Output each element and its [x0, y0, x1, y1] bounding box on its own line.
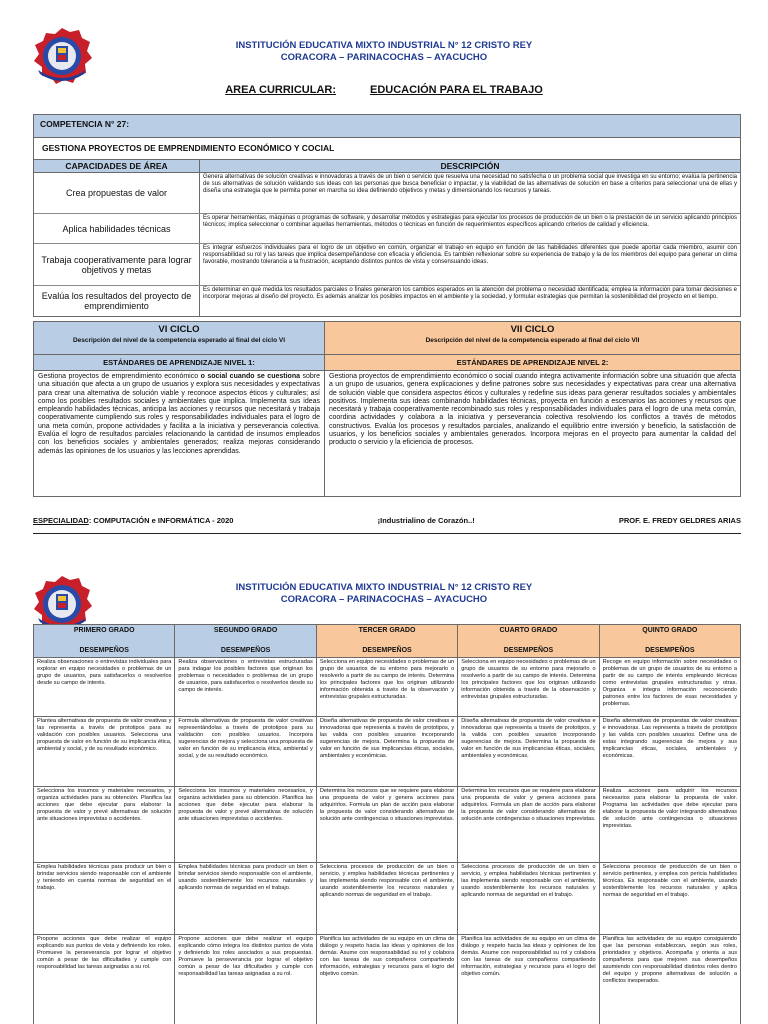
capacidad-row — [34, 173, 740, 214]
competencia-title: GESTIONA PROYECTOS DE EMPRENDIMIENTO ECONÓMICO Y COCIAL — [34, 138, 740, 160]
desempenos-label: DESEMPEÑOS — [220, 647, 271, 654]
institution-location: CORACORA – PARINACOCHAS – AYACUCHO — [280, 52, 488, 63]
desempeno-cell: Diseña alternativas de propuestas de valor creativas e innovadoras. Las representa a través de prototipos y las valida con posibles usuarios. Define una de estas integrando sugerencias de mejora y sus implicancias éticas, sociales, ambientales y económicas. — [602, 718, 738, 759]
grade-header — [458, 625, 599, 657]
desempeno-cell: Emplea habilidades técnicas para producir un bien o brindar servicios siendo responsable con el ambiente y teniendo en cuenta normas de seguridad en el trabajo. — [34, 863, 175, 934]
capacidad-description: Es operar herramientas, máquinas o programas de software, y desarrollar métodos y estrategias para ejecutar los procesos de producción de un bien o la prestación de un servicio aplicando principios técnicos; implica seleccionar o combinar aquellas herramientas, métodos o técnicas en función de requerimientos específicos aplicando criterios de calidad y eficiencia. — [203, 215, 737, 229]
desempenos-label: DESEMPEÑOS — [645, 647, 695, 654]
estandar-text — [34, 371, 324, 496]
ciclo-title: VI CICLO — [158, 324, 200, 335]
institution-header — [0, 582, 768, 606]
desempeno-cell: Selecciona en equipo necesidades o problemas de un grupo de usuarios de su entorno para mejorarlo o resolverlo a partir de su campo de interés. Determina los principales factores que los originan utilizando información obtenida a través de la observación y entrevistas grupales estructuradas. — [317, 658, 458, 716]
institution-location: CORACORA – PARINACOCHAS – AYACUCHO — [280, 594, 488, 605]
lema: ¡Industrialino de Corazón..! — [377, 516, 475, 525]
competencia-column-headers — [34, 160, 740, 173]
ciclo-subtitle: Descripción del nivel de la competencia esperado al final del ciclo VI — [72, 337, 286, 344]
profesor: PROF. E. FREDY GELDRES ARIAS — [618, 516, 741, 525]
estandar-header: ESTÁNDARES DE APRENDIZAJE NIVEL 1: — [34, 355, 324, 371]
especialidad — [33, 516, 233, 525]
capacidad-name: Aplica habilidades técnicas — [34, 214, 200, 243]
desempeno-cell: Emplea habilidades técnicas para producir un bien o brindar servicios siendo responsable con el ambiente, usando sosteniblemente los recursos naturales y aplicando normas de seguridad en el trabajo. — [175, 863, 316, 934]
document-page-2 — [0, 560, 768, 1024]
desempenos-label: DESEMPEÑOS — [362, 647, 412, 654]
desempeno-cell: Selecciona los insumos y materiales necesarios, y organiza actividades para su obtención. Planifica las acciones que debe ejecutar para elaborar la propuesta de valor y prevé alternativas de solución ante situaciones imprevistas o accidentes. — [175, 787, 316, 862]
estandar-text-start: Gestiona proyectos de emprendimiento económico — [38, 373, 201, 380]
desempeno-cell: Recoge en equipo información sobre necesidades o problemas de un grupo de usuarios de su entorno a partir de su campo de interés empleando técnicas como entrevistas grupales estructuradas y otras. Organiza e integra información reconociendo patrones entre los factores de esas necesidades y problemas. — [602, 659, 738, 707]
estandar-text-bold: o social cuando se cuestiona — [200, 373, 300, 380]
competencia-number: COMPETENCIA N° 27: — [34, 115, 740, 138]
capacidad-description: Es determinar en qué medida los resultados parciales o finales generaron los cambios esperados en la atención del problema o necesidad identificada; emplea la información para tomar decisiones e incorporar mejoras al diseño del proyecto. Es además analizar los posibles impactos en el ambiente y la sociedad, y formular estrategias que permitan la sostenibilidad del proyecto en el tiempo. — [203, 287, 737, 301]
desempeno-cell: Selecciona en equipo necesidades o problemas de un grupo de usuarios de su entorno para mejorarlo o resolverlo a partir de su campo de interés. Determina los principales factores que los originan utilizando información obtenida a través de la observación y entrevistas grupales estructuradas. — [458, 658, 599, 716]
desempeno-cell: Planifica las actividades de su equipo en un clima de diálogo y respeto hacia las ideas y opiniones de los demás. Asume con responsabilidad su rol y colabora con las tareas de sus compañeros compartiendo información, estrategias y recursos para el logro del objetivo común. — [317, 935, 458, 1024]
grade-header — [600, 625, 740, 657]
ciclo-vi-column — [34, 322, 324, 496]
ciclo-subtitle: Descripción del nivel de la competencia esperado al final del ciclo VII — [425, 337, 640, 344]
capacidad-name: Trabaja cooperativamente para lograr objetivos y metas — [34, 244, 200, 285]
capacidad-description: Genera alternativas de solución creativas e innovadoras a través de un bien o servicio que resuelva una necesidad no satisfecha o un problema social que investiga en su entorno; evalúa la pertinencia de sus alternativas de solución validando sus ideas con las personas que busca beneficiar o impactar, y la viabilidad de las alternativas de solución en base a criterios para seleccionar una de ellas y diseña una estrategia que le permita poner en marcha su idea definiendo objetivos y metas y dimensionando los recursos y tareas. — [203, 174, 737, 195]
estandar-text-end: sobre una situación que afecta a un grupo de usuarios y explora sus necesidades y expectativas para crear una alternativa de solución viable y reconoce aspectos éticos y culturales; así como los posibles resultados sociales y ambientales que implica. Implementa sus ideas empleando habilidades técnicas, anticipa las acciones y recursos que necesitará y trabaja cooperativamente cumpliendo sus roles y responsabilidades individuales para el logro de una meta común, propone actividades y facilita a la iniciativa y perseverancia colectiva. Evalúa el logro de resultados parciales relacionando la cantidad de insumos empleados con los beneficios sociales y ambientales generados; realiza mejoras considerando además las opiniones de los usuarios y las lecciones aprendidas. — [38, 373, 320, 455]
grade-name: PRIMERO GRADO — [73, 627, 135, 634]
desempeno-cell: Selecciona procesos de producción de un bien o servicio pertinentes, y emplea con pericia habilidades técnicas. Es responsable con el ambiente, usando sosteniblemente los recursos naturales y aplica normas de seguridad en el trabajo. — [602, 864, 738, 898]
desempeno-cell: Propone acciones que debe realizar el equipo explicando sus puntos de vista y definiendo los roles. Promueve la perseverancia por lograr el objetivo común a pesar de las dificultades y cumple con responsabilidad las tareas asignadas a su rol. — [34, 935, 175, 1024]
desempenos-label: DESEMPEÑOS — [503, 647, 554, 654]
desempeno-row — [34, 863, 740, 935]
desempeno-row — [34, 935, 740, 1024]
grades-table — [33, 624, 741, 1024]
desempeno-cell: Realiza observaciones o entrevistas individuales para explorar en equipo necesidades o problemas de un grupo de usuarios, para satisfacerlos o resolverlos desde su campo de interés. — [34, 658, 175, 716]
institution-header — [0, 40, 768, 64]
desempeno-cell: Determina los recursos que se requiere para elaborar una propuesta de valor y genera acciones para adquirirlos. Formula un plan de acción para elaborar la propuesta de valor considerando alternativas de solución ante contingencias o situaciones imprevistas. — [317, 787, 458, 862]
desempeno-cell: Diseña alternativas de propuesta de valor creativas e innovadoras que representa a través de prototipos, y las valida con posibles usuarios incorporando sugerencias de mejora. Determina la propuesta de valor en función de sus implicancias éticas, sociales, ambientales y económicas. — [317, 717, 458, 786]
desempeno-cell: Realiza observaciones o entrevistas estructuradas para indagar los posibles factores que originan los problemas o necesidades o problemas de un grupo de usuarios, para satisfacerlos o resolverlos desde su campo de interés. — [175, 658, 316, 716]
desempeno-cell: Selecciona los insumos y materiales necesarios, y organiza actividades para su obtención. Planifica las acciones que debe ejecutar para elaborar la propuesta de valor y prevé alternativas de solución ante situaciones imprevistas o accidentes. — [34, 787, 175, 862]
desempeno-cell: Determina los recursos que se requiere para elaborar una propuesta de valor y genera acciones para adquirirlos. Formula un plan de acción para elaborar la propuesta de valor considerando alternativas de solución ante contingencias o situaciones imprevistas. — [458, 787, 599, 862]
institution-name: INSTITUCIÓN EDUCATIVA MIXTO INDUSTRIAL N° 12 CRISTO REY — [235, 582, 533, 593]
estandar-header: ESTÁNDARES DE APRENDIZAJE NIVEL 2: — [325, 355, 740, 371]
desempeno-row — [34, 717, 740, 787]
capacidad-name: Evalúa los resultados del proyecto de emprendimiento — [34, 286, 200, 316]
area-curricular-heading — [0, 84, 768, 96]
desempeno-cell: Planifica las actividades de su equipo consiguiendo que las personas establezcan, según sus roles, prioridades y objetivos. Acompaña y orienta a sus compañeros para que mejoren sus desempeños asumiendo con responsabilidad distintos roles dentro del equipo y propone alternativas de solución a conflictos inesperados. — [602, 936, 738, 984]
grade-name: CUARTO GRADO — [499, 627, 558, 634]
desempeno-row — [34, 787, 740, 863]
desempeno-cell: Propone acciones que debe realizar el equipo explicando cómo integra los distintos puntos de vista y definiendo los roles asociados a sus propuestas. Promueve la perseverancia por lograr el objetivo común a pesar de las dificultades y cumple con responsabilidad las tareas asignadas a su rol. — [175, 935, 316, 1024]
especialidad-label: ESPECIALIDAD — [33, 516, 89, 525]
capacidades-header: CAPACIDADES DE ÁREA — [34, 160, 200, 172]
especialidad-value: : COMPUTACIÓN e INFORMÁTICA - 2020 — [88, 516, 234, 525]
grade-name: QUINTO GRADO — [642, 627, 698, 634]
desempeno-cell: Selecciona procesos de producción de un bien o servicio, y emplea habilidades técnicas pertinentes y las implementa siendo responsable con el ambiente, usando sosteniblemente los recursos naturales y aplicando normas de seguridad en el trabajo. — [458, 863, 599, 934]
grade-name: SEGUNDO GRADO — [213, 627, 278, 634]
ciclos-table — [33, 321, 741, 497]
competencia-table — [33, 114, 741, 317]
institution-name: INSTITUCIÓN EDUCATIVA MIXTO INDUSTRIAL N° 12 CRISTO REY — [235, 40, 533, 51]
area-value: EDUCACIÓN PARA EL TRABAJO — [370, 84, 543, 96]
desempeno-cell: Planifica las actividades de su equipo en un clima de diálogo y respeto hacia las ideas y opiniones de los demás. Asume con responsabilidad su rol y colabora con las tareas de sus compañeros compartiendo información, estrategias y recursos para el logro del objetivo común. — [458, 935, 599, 1024]
capacidad-row — [34, 244, 740, 286]
grade-name: TERCER GRADO — [358, 627, 416, 634]
grade-header — [317, 625, 458, 657]
capacidad-row — [34, 214, 740, 244]
page-footer — [33, 516, 741, 534]
area-label: AREA CURRICULAR: — [225, 84, 337, 96]
grade-header — [175, 625, 316, 657]
desempenos-label: DESEMPEÑOS — [79, 647, 129, 654]
descripcion-header: DESCRIPCIÓN — [440, 161, 500, 171]
desempeno-cell: Selecciona procesos de producción de un bien o servicio, y emplea habilidades técnicas pertinentes y las implementa siendo responsable con el ambiente, usando sosteniblemente los recursos naturales y aplicando normas de seguridad en el trabajo. — [317, 863, 458, 934]
desempeno-cell: Diseña alternativas de propuesta de valor creativas e innovadoras que representa a través de prototipos, y la valida con posibles usuarios incorporando sugerencias de mejora. Determina la propuesta de valor en función de sus implicancias éticas, sociales, ambientales y económicas. — [458, 717, 599, 786]
ciclo-header — [34, 322, 324, 355]
capacidad-row — [34, 286, 740, 316]
grade-header — [34, 625, 175, 657]
grades-header-row — [34, 625, 740, 658]
estandar-text — [325, 371, 740, 496]
ciclo-vii-column — [324, 322, 740, 496]
ciclo-title: VII CICLO — [510, 324, 555, 335]
desempeno-cell: Formula alternativas de propuesta de valor creativas representándolas a través de prototipos para su validación con posibles usuarios. Incorpora sugerencias de mejora y selecciona una propuesta de valor en función de su implicancia ética, ambiental y social, y de su resultado económico. — [175, 717, 316, 786]
desempeno-cell: Plantea alternativas de propuesta de valor creativas y las representa a través de prototipos para su validación con posibles usuarios. Selecciona una propuesta de valor en función de su implicancia ética, ambiental y social, y de su resultado económico. — [34, 717, 175, 786]
estandar-text-start: Gestiona proyectos de emprendimiento económico o social cuando integra activamente información sobre una situación que afecta a un grupo de usuarios, genera explicaciones y define patrones sobre sus necesidades y expectativas para crear una alternativa de solución viable que considera aspectos éticos y culturales y redefine sus ideas para generar resultados sociales y ambientales positivos. Implementa sus ideas combinando habilidades técnicas, proyecta en función a escenarios las acciones y recursos que necesitará y trabaja cooperativamente recombinado sus roles y responsabilidades individuales para el logro de una meta común, coordina actividades y colabora a la iniciativa y perseverancia colectiva resolviendo los conflictos a través de métodos constructivos. Evalúa los procesos y resultados parciales, analizando el equilibrio entre inversión y beneficio, la satisfacción de usuarios, y los beneficios sociales y ambientales generados. Incorpora mejoras en el proyecto para aumentar la calidad del producto o servicio y la eficiencia de procesos. — [329, 373, 737, 447]
ciclo-header — [325, 322, 740, 355]
desempeno-row — [34, 658, 740, 717]
capacidad-description: Es integrar esfuerzos individuales para el logro de un objetivo en común, organizar el trabajo en equipo en función de las habilidades diferentes que puede aportar cada miembro, asumir con responsabilidad su rol y las tareas que implica desempeñándose con eficacia y eficiencia. Es también reflexionar sobre su experiencia de trabajo y la de los miembros del equipo para generar un clima favorable, mostrando tolerancia a la frustración, aceptando distintos puntos de vista y consensuando ideas. — [203, 245, 737, 266]
desempeno-cell: Realiza acciones para adquirir los recursos necesarios para elaborar la propuesta de valor. Programa las actividades que debe ejecutar para elaborar la propuesta de valor integrando alternativas de solución ante contingencias o situaciones imprevistas. — [602, 788, 738, 829]
capacidad-name: Crea propuestas de valor — [34, 173, 200, 213]
